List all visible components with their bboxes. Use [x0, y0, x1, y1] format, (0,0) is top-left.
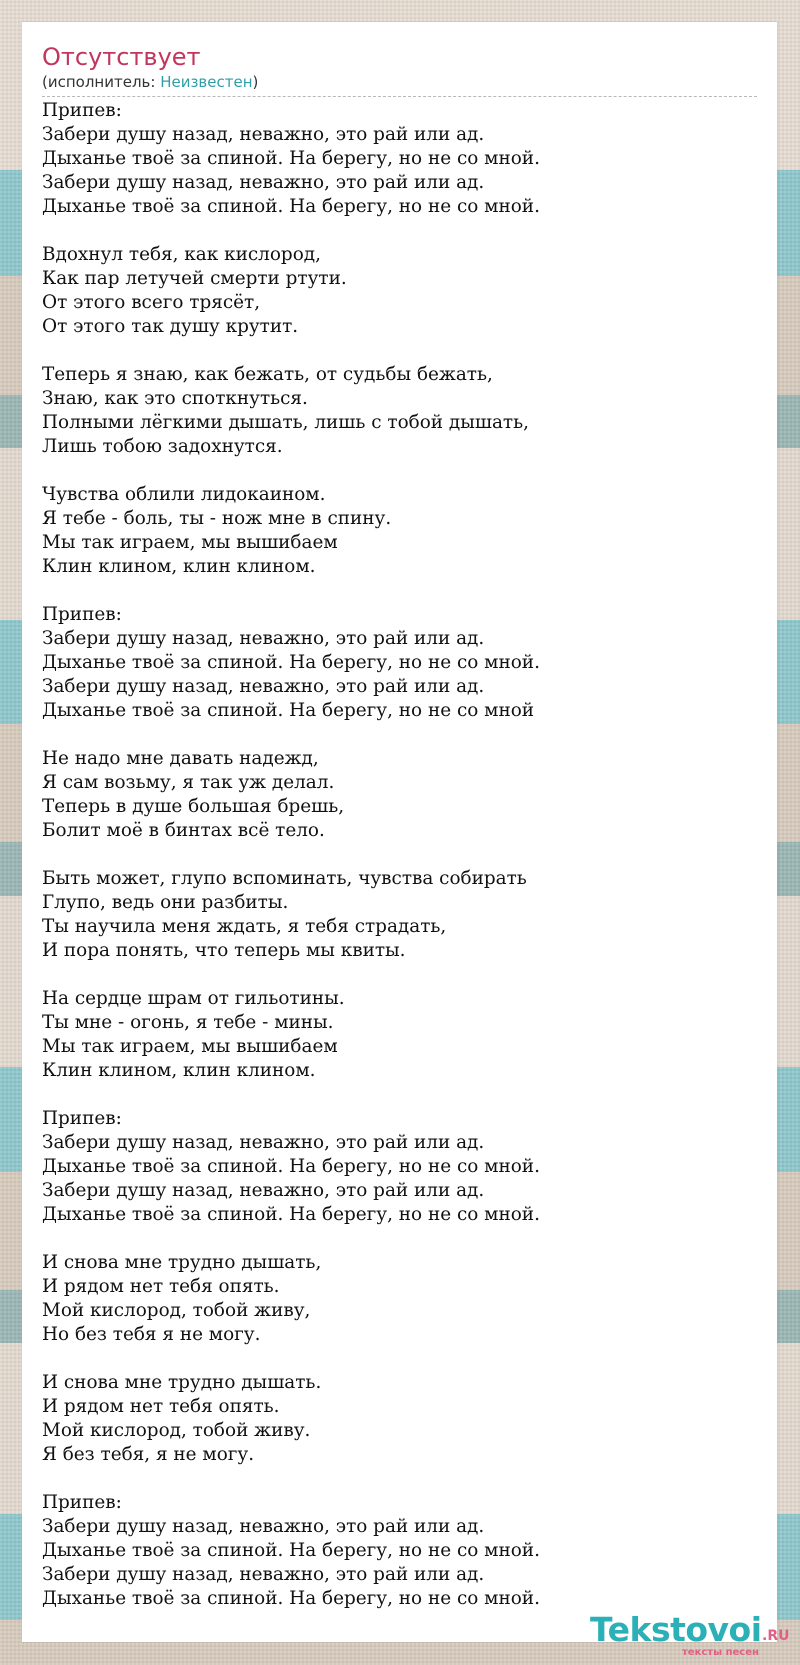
lyrics-line: Глупо, ведь они разбиты. — [42, 892, 289, 913]
site-logo[interactable] — [590, 1610, 800, 1658]
song-title: Отсутствует — [42, 43, 201, 71]
lyrics-line: Не надо мне давать надежд, — [42, 748, 319, 769]
lyrics-line: Ты мне - огонь, я тебе - мины. — [42, 1012, 334, 1033]
lyrics-stanza — [42, 99, 762, 219]
lyrics-stanza — [42, 1371, 762, 1467]
lyrics-stanza — [42, 987, 762, 1083]
lyrics-line: Дыханье твоё за спиной. На берегу, но не со мной. — [42, 1204, 540, 1225]
lyrics-line: И рядом нет тебя опять. — [42, 1396, 280, 1417]
lyrics-line: Болит моё в бинтах всё тело. — [42, 820, 325, 841]
logo-wordmark: Tekstovoi — [590, 1610, 762, 1649]
lyrics-line: Забери душу назад, неважно, это рай или ад. — [42, 1180, 485, 1201]
lyrics-line: Чувства облили лидокаином. — [42, 484, 326, 505]
lyrics-stanza — [42, 867, 762, 963]
lyrics-line: Забери душу назад, неважно, это рай или ад. — [42, 676, 485, 697]
lyrics-line: Забери душу назад, неважно, это рай или ад. — [42, 1516, 485, 1537]
artist-link[interactable]: Неизвестен — [160, 73, 253, 91]
lyrics-line: Дыханье твоё за спиной. На берегу, но не со мной. — [42, 148, 540, 169]
lyrics-line: Лишь тобою задохнутся. — [42, 436, 283, 457]
lyrics-stanza — [42, 747, 762, 843]
lyrics-line: От этого всего трясёт, — [42, 292, 261, 313]
lyrics-line: Дыханье твоё за спиной. На берегу, но не со мной. — [42, 1156, 540, 1177]
lyrics-line: Клин клином, клин клином. — [42, 556, 316, 577]
lyrics-stanza — [42, 1107, 762, 1227]
logo-tld: .RU — [762, 1628, 790, 1644]
lyrics-line: Быть может, глупо вспоминать, чувства собирать — [42, 868, 527, 889]
lyrics-line: Забери душу назад, неважно, это рай или ад. — [42, 172, 485, 193]
lyrics-line: Я тебе - боль, ты - нож мне в спину. — [42, 508, 392, 529]
artist-prefix: (исполнитель: — [42, 73, 161, 91]
lyrics-body — [42, 99, 762, 1635]
lyrics-line: Припев: — [42, 604, 122, 625]
lyrics-line: Клин клином, клин клином. — [42, 1060, 316, 1081]
lyrics-stanza — [42, 483, 762, 579]
lyrics-line: Как пар летучей смерти ртути. — [42, 268, 347, 289]
lyrics-line: И рядом нет тебя опять. — [42, 1276, 280, 1297]
lyrics-line: И снова мне трудно дышать. — [42, 1372, 322, 1393]
lyrics-stanza — [42, 1491, 762, 1611]
lyrics-line: Забери душу назад, неважно, это рай или ад. — [42, 628, 485, 649]
lyrics-line: Забери душу назад, неважно, это рай или ад. — [42, 1132, 485, 1153]
lyrics-line: И пора понять, что теперь мы квиты. — [42, 940, 406, 961]
lyrics-line: Мой кислород, тобой живу. — [42, 1420, 311, 1441]
lyrics-line: Ты научила меня ждать, я тебя страдать, — [42, 916, 447, 937]
lyrics-stanza — [42, 1251, 762, 1347]
lyrics-line: Забери душу назад, неважно, это рай или ад. — [42, 1564, 485, 1585]
lyrics-line: Мы так играем, мы вышибаем — [42, 532, 338, 553]
artist-suffix: ) — [252, 73, 259, 91]
lyrics-line: Я сам возьму, я так уж делал. — [42, 772, 335, 793]
lyrics-line: Мы так играем, мы вышибаем — [42, 1036, 338, 1057]
lyrics-line: Припев: — [42, 100, 122, 121]
lyrics-line: Забери душу назад, неважно, это рай или ад. — [42, 124, 485, 145]
lyrics-stanza — [42, 243, 762, 339]
lyrics-line: Дыханье твоё за спиной. На берегу, но не со мной. — [42, 652, 540, 673]
lyrics-line: Припев: — [42, 1492, 122, 1513]
lyrics-line: Я без тебя, я не могу. — [42, 1444, 255, 1465]
lyrics-line: Припев: — [42, 1108, 122, 1129]
lyrics-line: Знаю, как это споткнуться. — [42, 388, 308, 409]
lyrics-line: Мой кислород, тобой живу, — [42, 1300, 311, 1321]
lyrics-line: От этого так душу крутит. — [42, 316, 299, 337]
lyrics-stanza — [42, 603, 762, 723]
lyrics-line: Вдохнул тебя, как кислород, — [42, 244, 321, 265]
lyrics-card — [22, 22, 790, 1658]
lyrics-line: Полными лёгкими дышать, лишь с тобой дышать, — [42, 412, 529, 433]
lyrics-line: Дыханье твоё за спиной. На берегу, но не со мной — [42, 700, 535, 721]
song-header — [42, 42, 757, 97]
lyrics-line: Дыханье твоё за спиной. На берегу, но не со мной. — [42, 1588, 540, 1609]
artist-line — [42, 72, 757, 92]
lyrics-line: На сердце шрам от гильотины. — [42, 988, 345, 1009]
lyrics-line: Теперь я знаю, как бежать, от судьбы бежать, — [42, 364, 493, 385]
lyrics-line: Дыханье твоё за спиной. На берегу, но не со мной. — [42, 1540, 540, 1561]
lyrics-line: И снова мне трудно дышать, — [42, 1252, 322, 1273]
lyrics-line: Но без тебя я не могу. — [42, 1324, 261, 1345]
lyrics-line: Теперь в душе большая брешь, — [42, 796, 345, 817]
logo-tagline: тексты песен — [682, 1647, 759, 1658]
lyrics-stanza — [42, 363, 762, 459]
lyrics-line: Дыханье твоё за спиной. На берегу, но не со мной. — [42, 196, 540, 217]
